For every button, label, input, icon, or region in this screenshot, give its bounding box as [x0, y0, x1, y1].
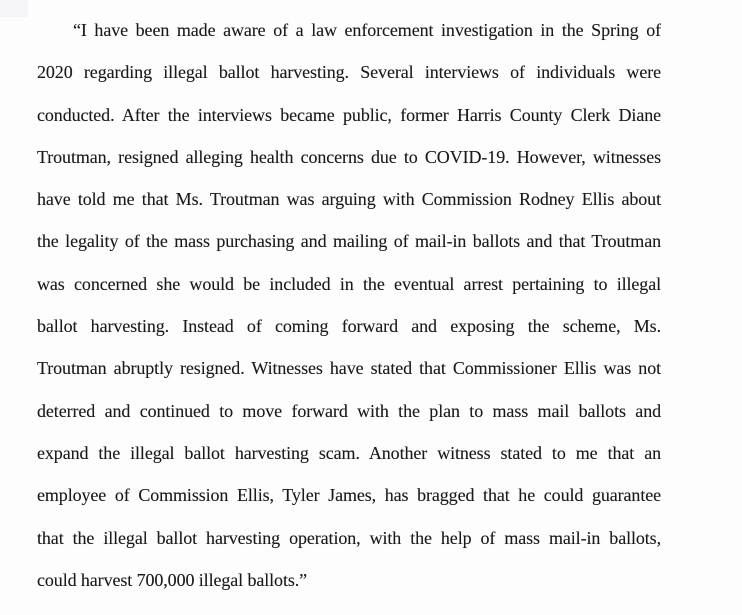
- affidavit-paragraph: [37, 0, 661, 601]
- text-line: conducted. After the interviews became public, former Harris County Clerk Diane: [37, 104, 661, 125]
- text-line: 2020 regarding illegal ballot harvesting. Several interviews of individuals were: [37, 62, 661, 83]
- text-line: Troutman abruptly resigned. Witnesses have stated that Commissioner Ellis was not: [37, 358, 661, 379]
- text-line: employee of Commission Ellis, Tyler James, has bragged that he could guarantee: [37, 485, 661, 506]
- text-line: was concerned she would be included in the eventual arrest pertaining to illegal: [37, 273, 661, 294]
- text-line: “I have been made aware of a law enforcement investigation in the Spring of: [73, 20, 661, 40]
- text-line: have told me that Ms. Troutman was arguing with Commission Rodney Ellis about: [37, 189, 661, 210]
- text-line: ballot harvesting. Instead of coming forward and exposing the scheme, Ms.: [37, 316, 661, 337]
- text-line: could harvest 700,000 illegal ballots.”: [37, 569, 308, 590]
- text-line: expand the illegal ballot harvesting scam. Another witness stated to me that an: [37, 442, 661, 463]
- text-line: deterred and continued to move forward with the plan to mass mail ballots and: [37, 400, 661, 421]
- text-line: that the illegal ballot harvesting operation, with the help of mass mail-in ballots,: [37, 527, 661, 548]
- text-line: the legality of the mass purchasing and mailing of mail-in ballots and that Troutman: [37, 231, 661, 252]
- scan-edge-artifact: [0, 0, 28, 17]
- text-line: Troutman, resigned alleging health concerns due to COVID-19. However, witnesses: [37, 146, 661, 167]
